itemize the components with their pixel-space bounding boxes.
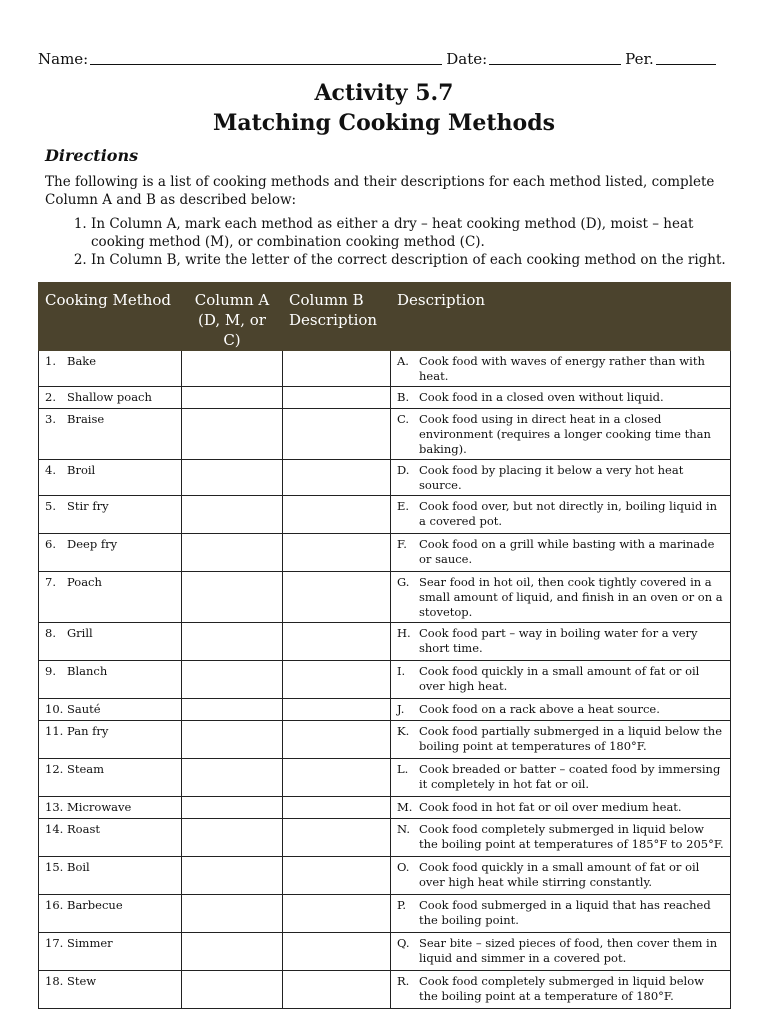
description-content xyxy=(397,822,724,852)
description-cell xyxy=(391,661,731,699)
name-label: Name: xyxy=(38,50,89,68)
method-name: Blanch xyxy=(67,664,108,678)
method-name: Microwave xyxy=(67,800,132,814)
method-number: 4. xyxy=(45,463,56,477)
cooking-method-cell xyxy=(39,797,182,819)
directions-heading: Directions xyxy=(45,146,139,165)
method-name: Sauté xyxy=(67,702,101,716)
column-a-answer-cell[interactable] xyxy=(182,699,283,721)
description-cell xyxy=(391,496,731,534)
table-row xyxy=(39,534,731,572)
header-description: Description xyxy=(391,283,731,351)
cooking-method-cell xyxy=(39,895,182,933)
column-b-answer-cell[interactable] xyxy=(283,857,391,895)
direction-step: 1. In Column A, mark each method as either a dry – heat cooking method (D), moist – heat cooking method (M), or combination cooking method (C). xyxy=(91,215,730,251)
column-b-answer-cell[interactable] xyxy=(283,387,391,409)
column-b-answer-cell[interactable] xyxy=(283,534,391,572)
description-cell xyxy=(391,721,731,759)
method-number: 1. xyxy=(45,354,56,368)
method-number: 12. xyxy=(45,762,64,776)
column-b-answer-cell[interactable] xyxy=(283,572,391,623)
description-letter: D. xyxy=(397,463,410,477)
column-a-answer-cell[interactable] xyxy=(182,661,283,699)
cooking-method-cell xyxy=(39,534,182,572)
description-letter: E. xyxy=(397,499,410,513)
description-content xyxy=(397,354,724,384)
date-label: Date: xyxy=(446,50,488,68)
column-a-answer-cell[interactable] xyxy=(182,759,283,797)
description-cell xyxy=(391,387,731,409)
column-a-answer-cell[interactable] xyxy=(182,857,283,895)
method-name: Poach xyxy=(67,575,102,589)
column-b-answer-cell[interactable] xyxy=(283,496,391,534)
description-content xyxy=(397,390,724,405)
description-content xyxy=(397,463,724,493)
date-blank[interactable] xyxy=(489,50,621,65)
column-a-answer-cell[interactable] xyxy=(182,797,283,819)
description-text: Cook food by placing it below a very hot heat source. xyxy=(419,463,684,492)
description-letter: G. xyxy=(397,575,410,589)
column-b-answer-cell[interactable] xyxy=(283,699,391,721)
activity-number: Activity 5.7 xyxy=(314,80,454,106)
description-text: Cook food completely submerged in liquid below the boiling point at a temperature of 180°F. xyxy=(419,974,704,1003)
table-row xyxy=(39,623,731,661)
description-text: Cook food quickly in a small amount of fat or oil over high heat. xyxy=(419,664,700,693)
column-a-answer-cell[interactable] xyxy=(182,351,283,387)
method-name: Bake xyxy=(67,354,97,368)
description-content xyxy=(397,499,724,529)
method-name: Boil xyxy=(67,860,90,874)
table-row xyxy=(39,572,731,623)
column-a-answer-cell[interactable] xyxy=(182,933,283,971)
description-text: Cook food on a grill while basting with a marinade or sauce. xyxy=(419,537,715,566)
description-text: Cook food completely submerged in liquid below the boiling point at temperatures of 185°F to 205°F. xyxy=(419,822,724,851)
table-row xyxy=(39,895,731,933)
table-row xyxy=(39,933,731,971)
cooking-method-cell xyxy=(39,496,182,534)
description-letter: B. xyxy=(397,390,410,404)
method-number: 10. xyxy=(45,702,64,716)
method-number: 13. xyxy=(45,800,64,814)
description-cell xyxy=(391,572,731,623)
column-b-answer-cell[interactable] xyxy=(283,623,391,661)
description-letter: F. xyxy=(397,537,407,551)
column-a-answer-cell[interactable] xyxy=(182,409,283,460)
description-content xyxy=(397,412,724,457)
method-number: 7. xyxy=(45,575,56,589)
directions-intro: The following is a list of cooking methods and their descriptions for each method listed, complete Column A and B as described below: xyxy=(45,174,715,208)
column-a-answer-cell[interactable] xyxy=(182,819,283,857)
method-number: 9. xyxy=(45,664,56,678)
description-cell xyxy=(391,623,731,661)
table-row xyxy=(39,819,731,857)
table-row xyxy=(39,661,731,699)
description-text: Sear bite – sized pieces of food, then cover them in liquid and simmer in a covered pot. xyxy=(419,936,718,965)
description-letter: J. xyxy=(397,702,405,716)
description-content xyxy=(397,626,724,656)
table-row xyxy=(39,797,731,819)
method-number: 14. xyxy=(45,822,64,836)
cooking-method-cell xyxy=(39,661,182,699)
method-name: Grill xyxy=(67,626,93,640)
table-row xyxy=(39,857,731,895)
description-letter: C. xyxy=(397,412,410,426)
header-column-a-line2: (D, M, or C) xyxy=(198,311,266,349)
table-body xyxy=(39,351,731,1009)
description-text: Cook food using in direct heat in a closed environment (requires a longer cooking time than baking). xyxy=(419,412,711,456)
description-content xyxy=(397,537,724,567)
description-content xyxy=(397,898,724,928)
description-content xyxy=(397,860,724,890)
description-text: Cook food part – way in boiling water for a very short time. xyxy=(419,626,698,655)
column-a-answer-cell[interactable] xyxy=(182,895,283,933)
description-letter: L. xyxy=(397,762,409,776)
cooking-method-cell xyxy=(39,857,182,895)
description-text: Cook food in hot fat or oil over medium heat. xyxy=(419,800,682,814)
description-cell xyxy=(391,699,731,721)
activity-name: Matching Cooking Methods xyxy=(213,110,555,136)
method-number: 15. xyxy=(45,860,64,874)
column-b-answer-cell[interactable] xyxy=(283,409,391,460)
table-row xyxy=(39,496,731,534)
column-b-answer-cell[interactable] xyxy=(283,460,391,496)
column-a-answer-cell[interactable] xyxy=(182,971,283,1009)
method-name: Broil xyxy=(67,463,96,477)
cooking-method-cell xyxy=(39,572,182,623)
description-text: Cook food partially submerged in a liquid below the boiling point at temperatures of 180°F. xyxy=(419,724,723,753)
cooking-method-cell xyxy=(39,759,182,797)
description-content xyxy=(397,762,724,792)
description-letter: N. xyxy=(397,822,410,836)
table-row xyxy=(39,351,731,387)
header-column-a xyxy=(182,283,283,351)
description-cell xyxy=(391,933,731,971)
matching-table xyxy=(38,282,731,1009)
method-number: 17. xyxy=(45,936,64,950)
description-text: Cook food in a closed oven without liquid. xyxy=(419,390,664,404)
description-cell xyxy=(391,797,731,819)
column-b-answer-cell[interactable] xyxy=(283,933,391,971)
column-b-answer-cell[interactable] xyxy=(283,759,391,797)
column-a-answer-cell[interactable] xyxy=(182,387,283,409)
method-name: Braise xyxy=(67,412,105,426)
table-row xyxy=(39,971,731,1009)
worksheet-page xyxy=(38,44,730,269)
method-name: Stir fry xyxy=(67,499,109,513)
header-column-b xyxy=(283,283,391,351)
directions-steps xyxy=(38,215,730,269)
method-number: 5. xyxy=(45,499,56,513)
column-b-answer-cell[interactable] xyxy=(283,819,391,857)
table-row xyxy=(39,721,731,759)
table-row xyxy=(39,460,731,496)
description-text: Cook food on a rack above a heat source. xyxy=(419,702,660,716)
description-text: Cook food submerged in a liquid that has reached the boiling point. xyxy=(419,898,711,927)
column-b-answer-cell[interactable] xyxy=(283,797,391,819)
method-number: 8. xyxy=(45,626,56,640)
description-text: Cook food with waves of energy rather than with heat. xyxy=(419,354,705,383)
column-b-answer-cell[interactable] xyxy=(283,895,391,933)
column-a-answer-cell[interactable] xyxy=(182,534,283,572)
table-row xyxy=(39,759,731,797)
description-text: Cook food quickly in a small amount of fat or oil over high heat while stirring constantly. xyxy=(419,860,700,889)
header-column-b-line1: Column B xyxy=(289,291,364,309)
description-letter: K. xyxy=(397,724,410,738)
description-text: Sear food in hot oil, then cook tightly covered in a small amount of liquid, and finish in an oven or on a stovetop. xyxy=(419,575,723,619)
column-b-answer-cell[interactable] xyxy=(283,351,391,387)
description-cell xyxy=(391,759,731,797)
description-content xyxy=(397,974,724,1004)
cooking-method-cell xyxy=(39,460,182,496)
method-name: Stew xyxy=(67,974,97,988)
name-blank[interactable] xyxy=(90,50,442,65)
description-cell xyxy=(391,351,731,387)
cooking-method-cell xyxy=(39,409,182,460)
description-letter: M. xyxy=(397,800,413,814)
table-row xyxy=(39,387,731,409)
description-letter: P. xyxy=(397,898,407,912)
description-letter: R. xyxy=(397,974,410,988)
cooking-method-cell xyxy=(39,699,182,721)
description-content xyxy=(397,800,724,815)
method-name: Roast xyxy=(67,822,100,836)
cooking-method-cell xyxy=(39,387,182,409)
column-b-answer-cell[interactable] xyxy=(283,721,391,759)
method-name: Barbecue xyxy=(67,898,123,912)
cooking-method-cell xyxy=(39,819,182,857)
header-column-b-line2: Description xyxy=(289,311,378,329)
description-content xyxy=(397,936,724,966)
description-cell xyxy=(391,819,731,857)
column-a-answer-cell[interactable] xyxy=(182,623,283,661)
description-letter: A. xyxy=(397,354,409,368)
header-cooking-method: Cooking Method xyxy=(39,283,182,351)
description-content xyxy=(397,702,724,717)
method-number: 2. xyxy=(45,390,56,404)
column-a-answer-cell[interactable] xyxy=(182,460,283,496)
page-title xyxy=(38,78,730,138)
description-letter: H. xyxy=(397,626,411,640)
description-cell xyxy=(391,460,731,496)
table-row xyxy=(39,409,731,460)
column-b-answer-cell[interactable] xyxy=(283,971,391,1009)
period-label: Per. xyxy=(625,50,654,68)
description-cell xyxy=(391,971,731,1009)
column-b-answer-cell[interactable] xyxy=(283,661,391,699)
method-number: 11. xyxy=(45,724,64,738)
cooking-method-cell xyxy=(39,623,182,661)
description-content xyxy=(397,664,724,694)
student-info-line xyxy=(38,44,730,68)
column-a-answer-cell[interactable] xyxy=(182,496,283,534)
description-text: Cook food over, but not directly in, boiling liquid in a covered pot. xyxy=(419,499,718,528)
method-name: Deep fry xyxy=(67,537,118,551)
description-letter: O. xyxy=(397,860,410,874)
method-number: 18. xyxy=(45,974,64,988)
direction-step: 2. In Column B, write the letter of the correct description of each cooking method on the right. xyxy=(91,251,730,269)
description-letter: I. xyxy=(397,664,406,678)
column-a-answer-cell[interactable] xyxy=(182,721,283,759)
description-text: Cook breaded or batter – coated food by immersing it completely in hot fat or oil. xyxy=(419,762,721,791)
cooking-method-cell xyxy=(39,721,182,759)
description-content xyxy=(397,724,724,754)
method-name: Shallow poach xyxy=(67,390,152,404)
method-number: 6. xyxy=(45,537,56,551)
header-column-a-line1: Column A xyxy=(194,291,270,309)
method-name: Steam xyxy=(67,762,105,776)
column-a-answer-cell[interactable] xyxy=(182,572,283,623)
period-blank[interactable] xyxy=(656,50,716,65)
method-name: Simmer xyxy=(67,936,113,950)
method-number: 3. xyxy=(45,412,56,426)
table-row xyxy=(39,699,731,721)
table-header-row xyxy=(39,283,731,351)
cooking-method-cell xyxy=(39,351,182,387)
description-letter: Q. xyxy=(397,936,410,950)
description-cell xyxy=(391,857,731,895)
description-content xyxy=(397,575,724,620)
cooking-method-cell xyxy=(39,933,182,971)
description-cell xyxy=(391,409,731,460)
method-number: 16. xyxy=(45,898,64,912)
method-name: Pan fry xyxy=(67,724,109,738)
cooking-method-cell xyxy=(39,971,182,1009)
description-cell xyxy=(391,534,731,572)
description-cell xyxy=(391,895,731,933)
